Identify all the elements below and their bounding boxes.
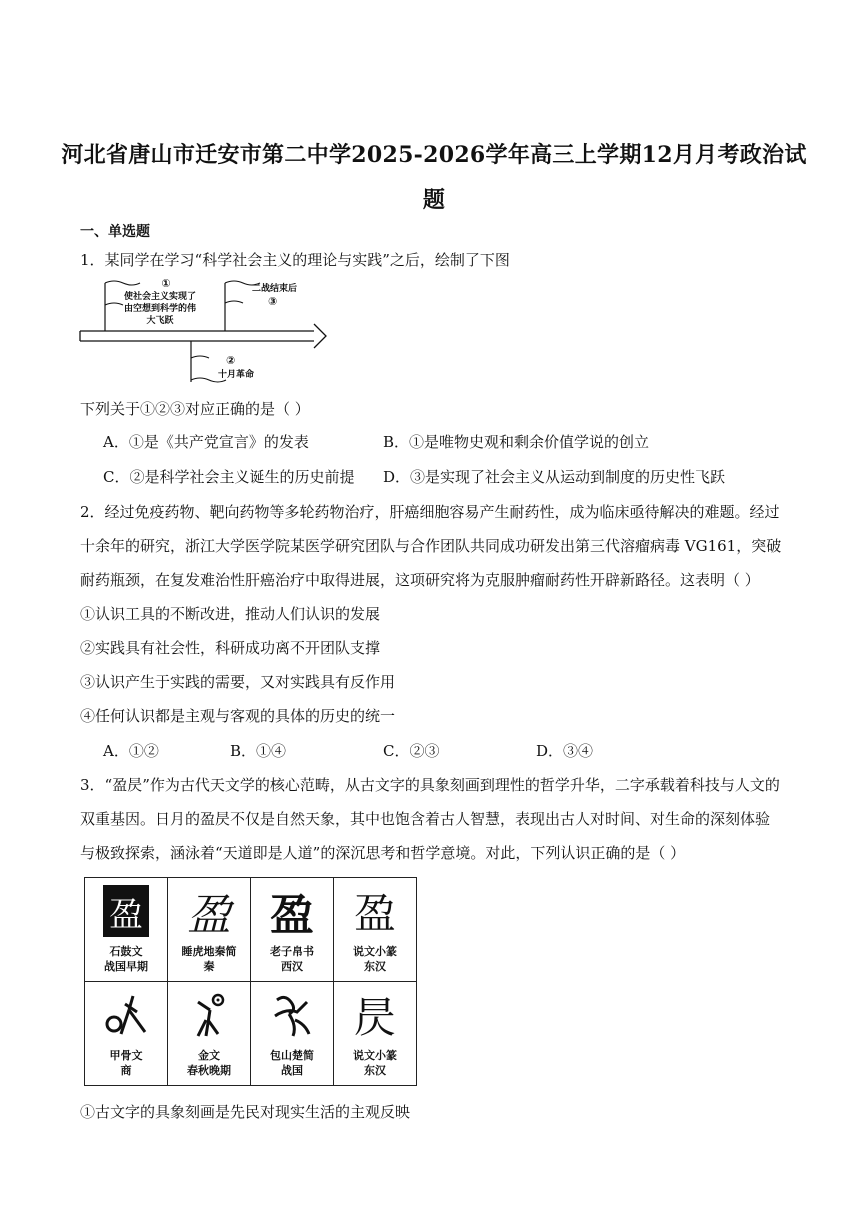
page-title: 河北省唐山市迁安市第二中学2025-2026学年高三上学期12月月考政治试: [61, 142, 807, 168]
flag1-number: ①: [161, 277, 171, 290]
q2-option-a[interactable]: A．①②: [103, 742, 159, 760]
silk-manuscript-glyph-image: 盈: [270, 890, 314, 941]
q1-option-a[interactable]: A．①是《共产党宣言》的发表: [103, 433, 309, 451]
flag1-text-line: 使社会主义实现了: [123, 292, 196, 302]
cell-caption: 甲骨文: [109, 1049, 143, 1062]
page-title-continued: 题: [422, 187, 446, 213]
cell-caption: 说文小篆: [353, 1049, 397, 1062]
q1-stem: 1．某同学在学习“科学社会主义的理论与实践”之后，绘制了下图: [80, 251, 510, 269]
table-cell: [334, 878, 417, 982]
q2-statement: ③认识产生于实践的需要，又对实践具有反作用: [80, 673, 396, 691]
table-cell: [168, 982, 251, 1086]
flag2-number: ②: [226, 354, 236, 367]
q3-stem-line: 与极致探索，涵泳着“天道即是人道”的深沉思考和哲学意境。对此，下列认识正确的是（ ）: [80, 844, 686, 862]
q1-option-d[interactable]: D．③是实现了社会主义从运动到制度的历史性飞跃: [383, 468, 726, 486]
table-cell: [334, 982, 417, 1086]
flag3-text: 二战结束后: [252, 284, 298, 294]
timeline-arrow: [80, 324, 326, 348]
flag1-text-line: 大飞跃: [146, 316, 174, 326]
cell-caption: 东汉: [364, 1064, 386, 1077]
q3-statement: ①古文字的具象刻画是先民对现实生活的主观反映: [80, 1103, 411, 1121]
flag1-text-line: 由空想到科学的伟: [123, 304, 196, 314]
q1-ask: 下列关于①②③对应正确的是（ ）: [80, 400, 310, 418]
q2-statement: ①认识工具的不断改进，推动人们认识的发展: [80, 605, 381, 623]
oracle-bone-glyph-image: [85, 982, 167, 1048]
q2-stem-line: 2．经过免疫药物、靶向药物等多轮药物治疗，肝癌细胞容易产生耐药性，成为临床亟待解决的难题。经过: [80, 503, 780, 521]
q2-statement: ②实践具有社会性，科研成功离不开团队支撑: [80, 639, 381, 657]
table-cell: [85, 982, 168, 1086]
q2-statement: ④任何认识都是主观与客观的具体的历史的统一: [80, 707, 396, 725]
cell-caption: 睡虎地秦简: [181, 945, 237, 958]
chu-slip-glyph-image: [251, 982, 333, 1048]
cell-caption: 金文: [198, 1049, 220, 1062]
table-cell: [168, 878, 251, 982]
ancient-characters-table: [84, 877, 417, 1086]
flag3-number: ③: [268, 295, 278, 308]
cell-caption: 战国早期: [104, 960, 148, 973]
qin-slip-glyph-image: 盈: [187, 890, 231, 941]
q2-stem-line: 十余年的研究，浙江大学医学院某医学研究团队与合作团队共同成功研发出第三代溶瘤病毒 VG161，突破: [80, 537, 782, 555]
cell-caption: 包山楚简: [270, 1049, 314, 1062]
q2-option-b[interactable]: B．①④: [230, 742, 287, 760]
cell-caption: 老子帛书: [270, 945, 314, 958]
table-cell: [251, 878, 334, 982]
cell-caption: 说文小篆: [353, 945, 397, 958]
cell-caption: 战国: [281, 1064, 303, 1077]
cell-caption: 春秋晚期: [187, 1064, 231, 1077]
cell-caption: 东汉: [364, 960, 386, 973]
seal-script-glyph-image-2: 昃: [353, 993, 396, 1042]
section-heading: 一、单选题: [80, 224, 150, 240]
flag2-text: 十月革命: [218, 370, 255, 380]
cell-caption: 西汉: [281, 960, 303, 973]
cell-caption: 商: [120, 1064, 132, 1077]
q2-stem-line: 耐药瓶颈，在复发难治性肝癌治疗中取得进展，这项研究将为克服肿瘤耐药性开辟新路径。这表明（ ）: [80, 571, 760, 589]
seal-script-glyph-image: 盈: [353, 889, 396, 938]
q1-option-c[interactable]: C．②是科学社会主义诞生的历史前提: [103, 468, 355, 486]
q3-stem-line: 双重基因。日月的盈昃不仅是自然天象，其中也饱含着古人智慧，表现出古人对时间、对生命的深刻体验: [80, 810, 771, 828]
bronze-inscription-glyph-image: [168, 982, 250, 1048]
q1-option-b[interactable]: B．①是唯物史观和剩余价值学说的创立: [383, 433, 650, 451]
table-cell: [85, 878, 168, 982]
stone-drum-glyph-image: 盈: [85, 878, 167, 944]
table-cell: [251, 982, 334, 1086]
cell-caption: 石鼓文: [109, 945, 143, 958]
q2-option-d[interactable]: D．③④: [536, 742, 594, 760]
q2-option-c[interactable]: C．②③: [383, 742, 440, 760]
cell-caption: 秦: [203, 960, 215, 973]
q3-stem-line: 3．“盈昃”作为古代天文学的核心范畴，从古文字的具象刻画到理性的哲学升华，二字承载着科技与人文的: [80, 776, 780, 794]
